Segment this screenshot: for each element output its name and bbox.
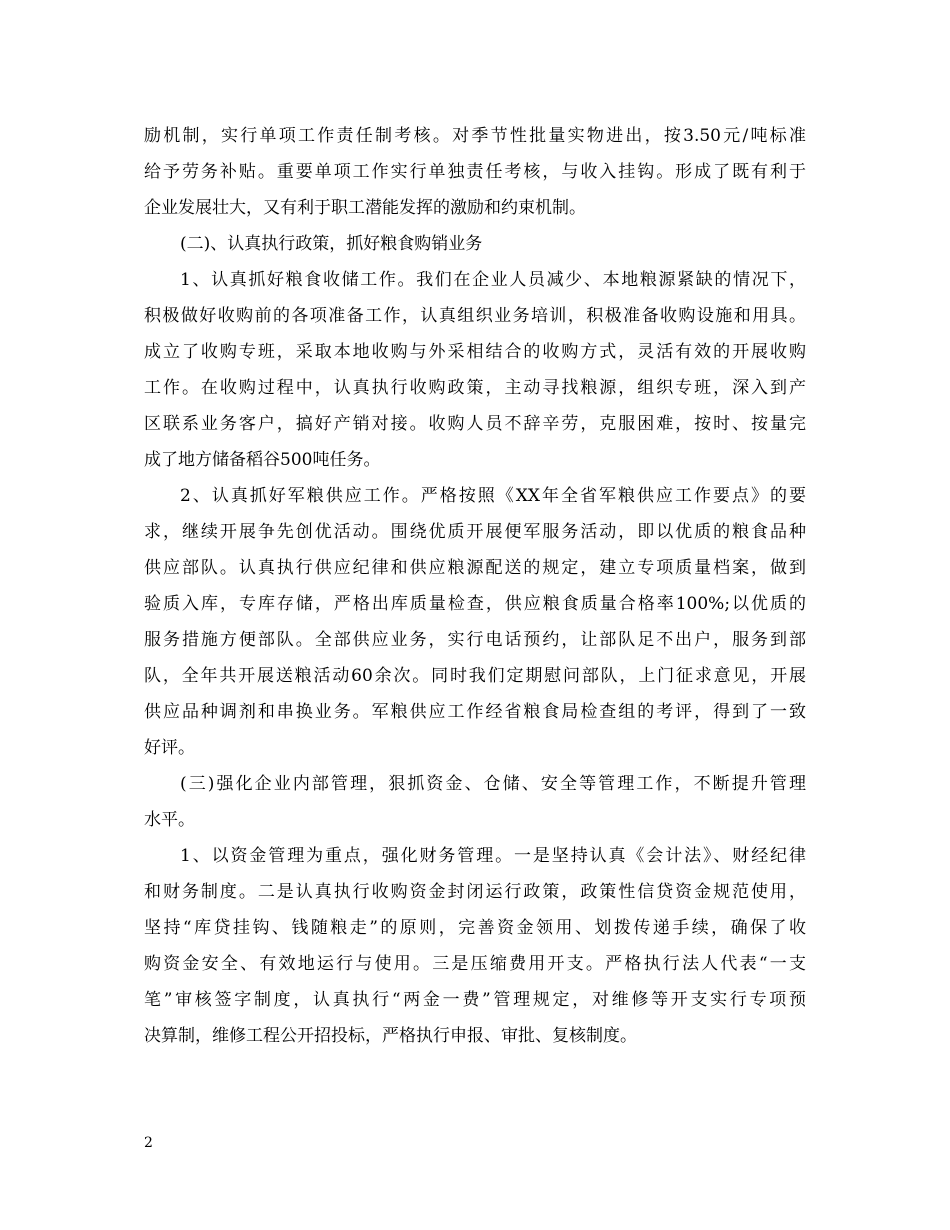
document-body [144,118,806,1054]
text-line: 积极做好收购前的各项准备工作，认真组织业务培训，积极准备收购设施和用具。 [144,306,806,326]
text-line: 区联系业务客户，搞好产销对接。收购人员不辞辛劳，克服困难，按时、按量完 [144,414,806,434]
text-line: 服务措施方便部队。全部供应业务，实行电话预约，让部队足不出户，服务到部 [144,630,806,650]
text-line: 1、以资金管理为重点，强化财务管理。一是坚持认真《会计法》、财经纪律 [180,846,806,866]
text-line: 成立了收购专班，采取本地收购与外采相结合的收购方式，灵活有效的开展收购 [144,342,806,362]
text-line: 水平。 [144,810,195,830]
text-line: 求，继续开展争先创优活动。围绕优质开展便军服务活动，即以优质的粮食品种 [144,522,806,542]
text-line: 队，全年共开展送粮活动60余次。同时我们定期慰问部队，上门征求意见，开展 [144,666,806,686]
text-line: 工作。在收购过程中，认真执行收购政策，主动寻找粮源，组织专班，深入到产 [144,378,806,398]
text-line: 笔”审核签字制度，认真执行“两金一费”管理规定，对维修等开支实行专项预 [144,990,806,1010]
text-line: 给予劳务补贴。重要单项工作实行单独责任考核，与收入挂钩。形成了既有利于 [144,162,806,182]
text-line: 1、认真抓好粮食收储工作。我们在企业人员减少、本地粮源紧缺的情况下， [180,270,806,290]
text-line: 2、认真抓好军粮供应工作。严格按照《XX年全省军粮供应工作要点》的要 [180,486,806,506]
text-line: 成了地方储备稻谷500吨任务。 [144,450,381,470]
text-line: 企业发展壮大，又有利于职工潜能发挥的激励和约束机制。 [144,198,586,218]
text-line: 坚持“库贷挂钩、钱随粮走”的原则，完善资金领用、划拨传递手续，确保了收 [144,918,806,938]
text-line: 购资金安全、有效地运行与使用。三是压缩费用开支。严格执行法人代表“一支 [144,954,806,974]
text-line: 供应品种调剂和串换业务。军粮供应工作经省粮食局检查组的考评，得到了一致 [144,702,806,722]
text-line: (三)强化企业内部管理，狠抓资金、仓储、安全等管理工作，不断提升管理 [180,774,806,794]
text-line: 好评。 [144,738,195,758]
text-line: 决算制，维修工程公开招投标，严格执行申报、审批、复核制度。 [144,1026,637,1046]
text-line: 励机制，实行单项工作责任制考核。对季节性批量实物进出，按3.50元/吨标准 [144,126,806,146]
page-number: 2 [144,1135,153,1151]
text-line: 和财务制度。二是认真执行收购资金封闭运行政策，政策性信贷资金规范使用， [144,882,806,902]
text-line: 验质入库，专库存储，严格出库质量检查，供应粮食质量合格率100%;以优质的 [144,594,806,614]
text-line: 供应部队。认真执行供应纪律和供应粮源配送的规定，建立专项质量档案，做到 [144,558,806,578]
text-line: (二)、认真执行政策，抓好粮食购销业务 [180,234,483,254]
